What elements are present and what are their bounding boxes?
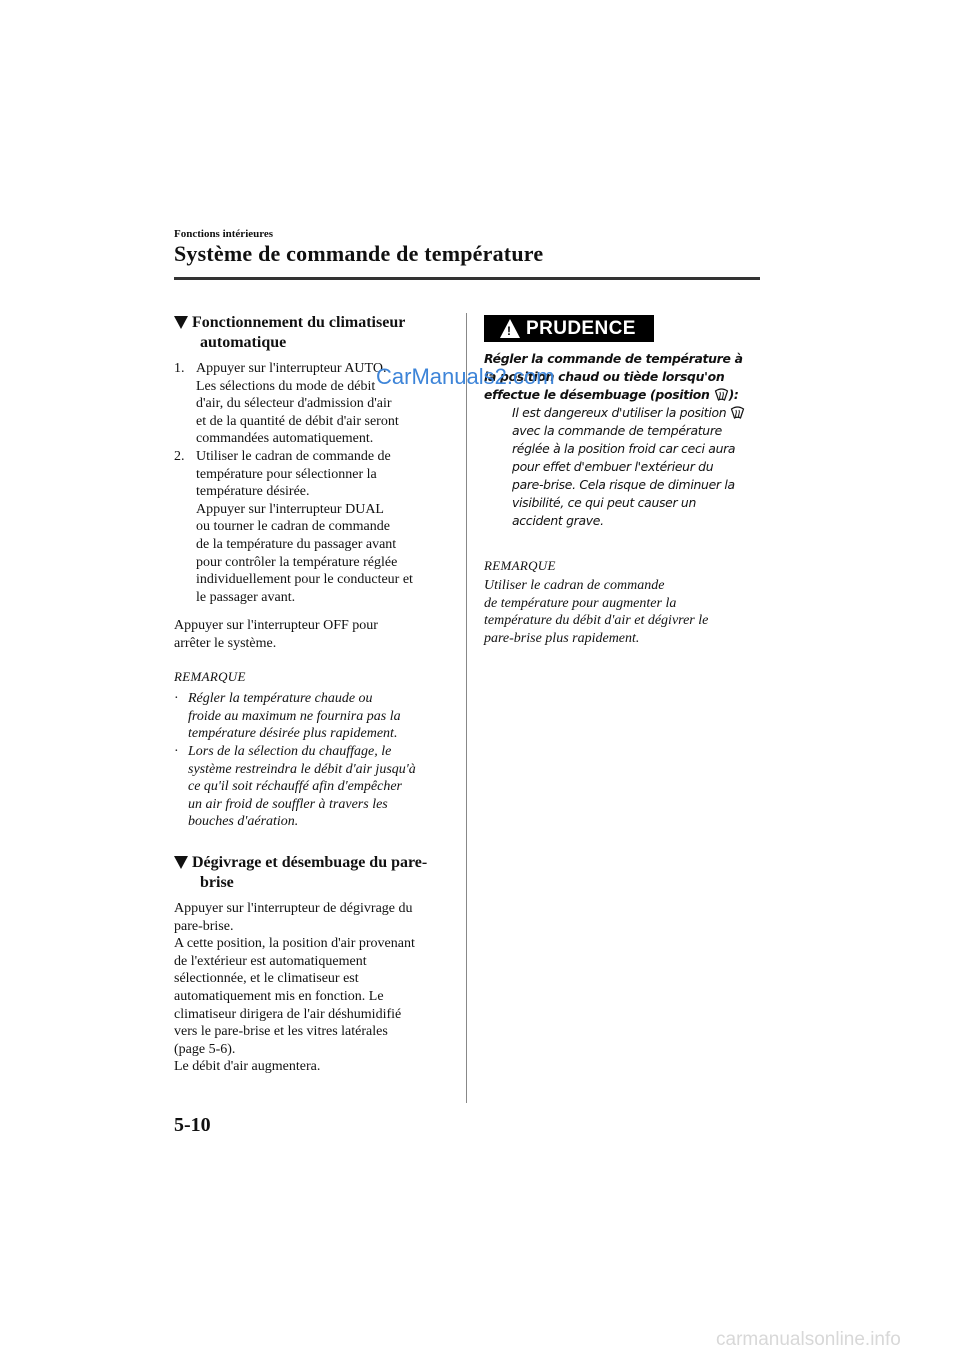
caution-line: avec la commande de température (512, 423, 722, 438)
step-line: Utiliser le cadran de commande de (196, 449, 391, 464)
step-number: 2. (174, 449, 185, 464)
note-bullet-1 (174, 690, 464, 743)
step-line: de la température du passager avant (196, 536, 397, 552)
section-label: Fonctions intérieures (174, 228, 274, 240)
caution-line: réglée à la position froid car ceci aura (512, 441, 736, 456)
step-line: ou tourner le cadran de commande (196, 519, 390, 535)
note-line: pare-brise plus rapidement. (484, 630, 640, 646)
column-divider (466, 313, 467, 1103)
note-line: Régler la température chaude ou (188, 691, 373, 706)
defrost-heading-line-1: Dégivrage et désembuage du pare- (192, 854, 428, 871)
auto-heading-line-1: Fonctionnement du climatiseur (192, 314, 406, 331)
step-line: commandées automatiquement. (196, 431, 374, 447)
note-title-right: REMARQUE (484, 558, 556, 573)
step-2 (174, 448, 464, 606)
text-line: de l'extérieur est automatiquement (174, 953, 367, 969)
text-line: Le débit d'air augmentera. (174, 1059, 321, 1075)
note-line: Utiliser le cadran de commande (484, 578, 665, 593)
step-line: individuellement pour le conducteur et (196, 572, 413, 588)
step-line: et de la quantité de débit d'air seront (196, 413, 399, 429)
caution-banner: ! PRUDENCE (484, 315, 654, 342)
note-line: ce qu'il soit réchauffé afin d'empêcher (188, 779, 402, 795)
caution-label: PRUDENCE (526, 318, 636, 339)
step-line: température pour sélectionner la (196, 466, 377, 482)
step-line: Appuyer sur l'interrupteur DUAL (196, 501, 384, 517)
bullet-dot: · (174, 744, 179, 759)
text-line: arrêter le système. (174, 635, 277, 651)
step-line: température désirée. (196, 484, 310, 500)
section-triangle-icon (174, 856, 188, 869)
footer-watermark: carmanualsonline.info (716, 1329, 901, 1350)
caution-title-line: Régler la commande de température à (484, 351, 743, 366)
page-number: 5-10 (174, 1114, 211, 1136)
step-line: Les sélections du mode de débit (196, 378, 376, 394)
text-line: A cette position, la position d'air provenant (174, 936, 415, 952)
note-line: température du débit d'air et dégivrer le (484, 613, 709, 629)
defrost-icon (730, 406, 745, 420)
text-line: Appuyer sur l'interrupteur de dégivrage du (174, 901, 413, 916)
step-number: 1. (174, 361, 185, 376)
section-triangle-icon (174, 316, 188, 329)
off-paragraph (174, 617, 464, 652)
note-line: de température pour augmenter la (484, 595, 677, 611)
watermark: CarManuals2.com (376, 364, 555, 389)
note-line: système restreindra le débit d'air jusqu'à (188, 761, 416, 777)
defrost-heading-line-2: brise (200, 874, 234, 891)
auto-heading (174, 313, 454, 353)
note-right (484, 577, 760, 647)
text-line: pare-brise. (174, 918, 234, 934)
defrost-heading (174, 853, 454, 893)
text-line: vers le pare-brise et les vitres latérales (174, 1024, 388, 1040)
title-rule (174, 277, 760, 280)
note-line: bouches d'aération. (188, 814, 299, 830)
step-line: d'air, du sélecteur d'admission d'air (196, 396, 392, 412)
step-line: le passager avant. (196, 589, 296, 605)
caution-title-line: effectue le désembuage (position ): (484, 387, 739, 402)
note-line: un air froid de souffler à travers les (188, 796, 388, 812)
caution-body (512, 404, 762, 530)
note-line: température désirée plus rapidement. (188, 726, 398, 742)
note-line: froide au maximum ne fournira pas la (188, 708, 401, 724)
caution-line: pare-brise. Cela risque de diminuer la (512, 477, 735, 492)
defrost-paragraph (174, 900, 464, 1076)
bullet-dot: · (174, 691, 179, 706)
text-line: Appuyer sur l'interrupteur OFF pour (174, 618, 378, 633)
caution-line: accident grave. (512, 513, 604, 528)
caution-title-line: la position chaud ou tiède lorsqu'on (484, 369, 725, 384)
text-line: automatiquement mis en fonction. Le (174, 988, 384, 1004)
page-title: Système de commande de température (174, 241, 544, 266)
step-line: Appuyer sur l'interrupteur AUTO. (196, 361, 387, 376)
caution-line: visibilité, ce qui peut causer un (512, 495, 697, 510)
text-line: climatiseur dirigera de l'air déshumidifié (174, 1006, 402, 1022)
note-line: Lors de la sélection du chauffage, le (188, 744, 392, 759)
step-line: pour contrôler la température réglée (196, 554, 398, 570)
auto-heading-line-2: automatique (200, 334, 287, 351)
note-bullet-2 (174, 743, 464, 831)
text-line: sélectionnée, et le climatiseur est (174, 971, 359, 987)
text-line: (page 5-6). (174, 1041, 236, 1057)
caution-line: pour effet d'embuer l'extérieur du (512, 459, 714, 474)
note-title-left: REMARQUE (174, 669, 246, 684)
caution-line: Il est dangereux d'utiliser la position (512, 404, 762, 422)
defrost-icon (714, 388, 729, 402)
